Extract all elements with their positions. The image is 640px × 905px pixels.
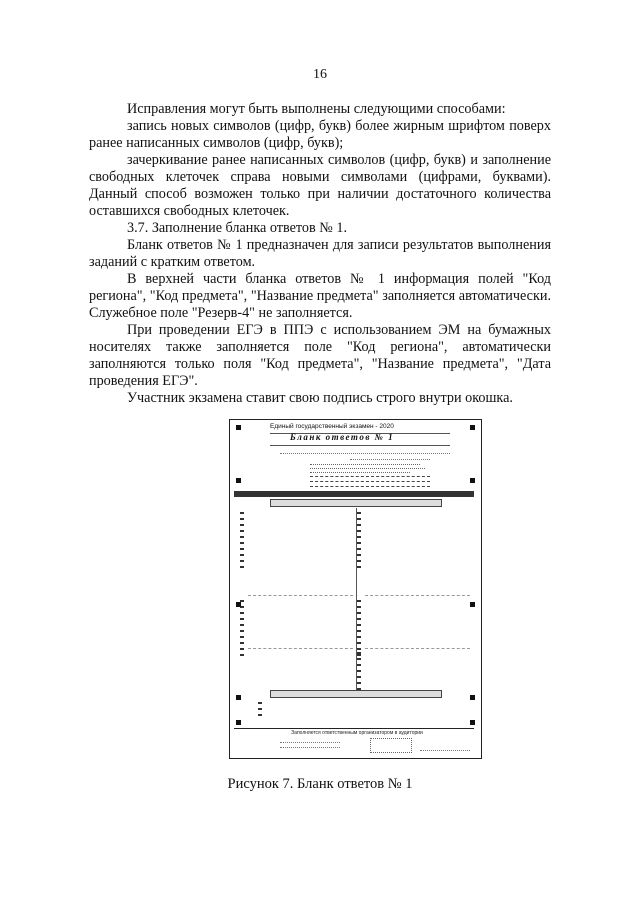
paragraph: зачеркивание ранее написанных символов (цифр, букв) и заполнение свободных клеточек справа новыми символами (цифрами, буквами). Данный способ возможен только при наличии достаточного количества оставшихся свободных клеточек. xyxy=(89,152,551,219)
paragraph: Бланк ответов № 1 предназначен для записи результатов выполнения заданий с кратким ответом. xyxy=(89,237,551,270)
section-band xyxy=(270,690,442,698)
divider xyxy=(280,747,340,748)
page-number: 16 xyxy=(313,67,327,82)
answer-numbers-right xyxy=(357,652,362,694)
divider xyxy=(280,742,340,743)
divider xyxy=(420,750,470,751)
answer-numbers-left xyxy=(240,512,245,572)
signature-box xyxy=(370,738,412,753)
paragraph: В верхней части бланка ответов № 1 информация полей "Код региона", "Код предмета", "Название предмета" заполняется автоматически. Служебное поле "Резерв-4" не заполняется. xyxy=(89,271,551,321)
divider xyxy=(270,445,450,446)
body-text xyxy=(89,101,551,407)
corner-marker xyxy=(236,425,241,430)
divider xyxy=(310,468,425,469)
form-title: Бланк ответов № 1 xyxy=(290,432,395,442)
divider xyxy=(234,728,474,729)
divider xyxy=(310,464,420,465)
footer-label: Заполняется ответственным организатором в аудитории xyxy=(291,730,423,736)
paragraph: запись новых символов (цифр, букв) более жирным шрифтом поверх ранее написанных символов (цифр, букв); xyxy=(89,118,551,151)
section-band xyxy=(234,491,474,497)
corner-marker xyxy=(470,425,475,430)
divider xyxy=(310,472,410,473)
answer-numbers-right xyxy=(357,512,362,572)
figure-caption: Рисунок 7. Бланк ответов № 1 xyxy=(227,776,413,792)
answer-field-line xyxy=(365,595,470,596)
answer-field-line xyxy=(248,648,353,649)
divider xyxy=(310,486,430,487)
side-marker xyxy=(470,695,475,700)
side-marker xyxy=(470,602,475,607)
divider xyxy=(310,481,430,482)
side-marker xyxy=(236,478,241,483)
side-marker xyxy=(470,478,475,483)
form-header-title: Единый государственный экзамен - 2020 xyxy=(270,423,394,430)
side-marker xyxy=(236,720,241,725)
answer-numbers-left xyxy=(240,600,245,660)
paragraph: При проведении ЕГЭ в ППЭ с использованием ЭМ на бумажных носителях также заполняется поле "Код региона", автоматически заполняются только поля "Код предмета", "Название предмета", "Дата проведения ЕГЭ". xyxy=(89,322,551,389)
side-marker xyxy=(470,720,475,725)
answer-field-line xyxy=(365,648,470,649)
info-block xyxy=(310,462,440,490)
answer-form-figure xyxy=(229,419,482,759)
section-band xyxy=(270,499,442,507)
answer-field-line xyxy=(248,595,353,596)
paragraph: Исправления могут быть выполнены следующими способами: xyxy=(127,101,506,117)
divider xyxy=(280,453,450,454)
answer-numbers-right xyxy=(357,600,362,660)
paragraph: Участник экзамена ставит свою подпись строго внутри окошка. xyxy=(127,390,513,406)
divider xyxy=(310,476,430,477)
replacement-numbers xyxy=(258,702,263,720)
side-marker xyxy=(236,602,241,607)
paragraph: 3.7. Заполнение бланка ответов № 1. xyxy=(127,220,347,236)
divider xyxy=(350,459,430,460)
side-marker xyxy=(236,695,241,700)
